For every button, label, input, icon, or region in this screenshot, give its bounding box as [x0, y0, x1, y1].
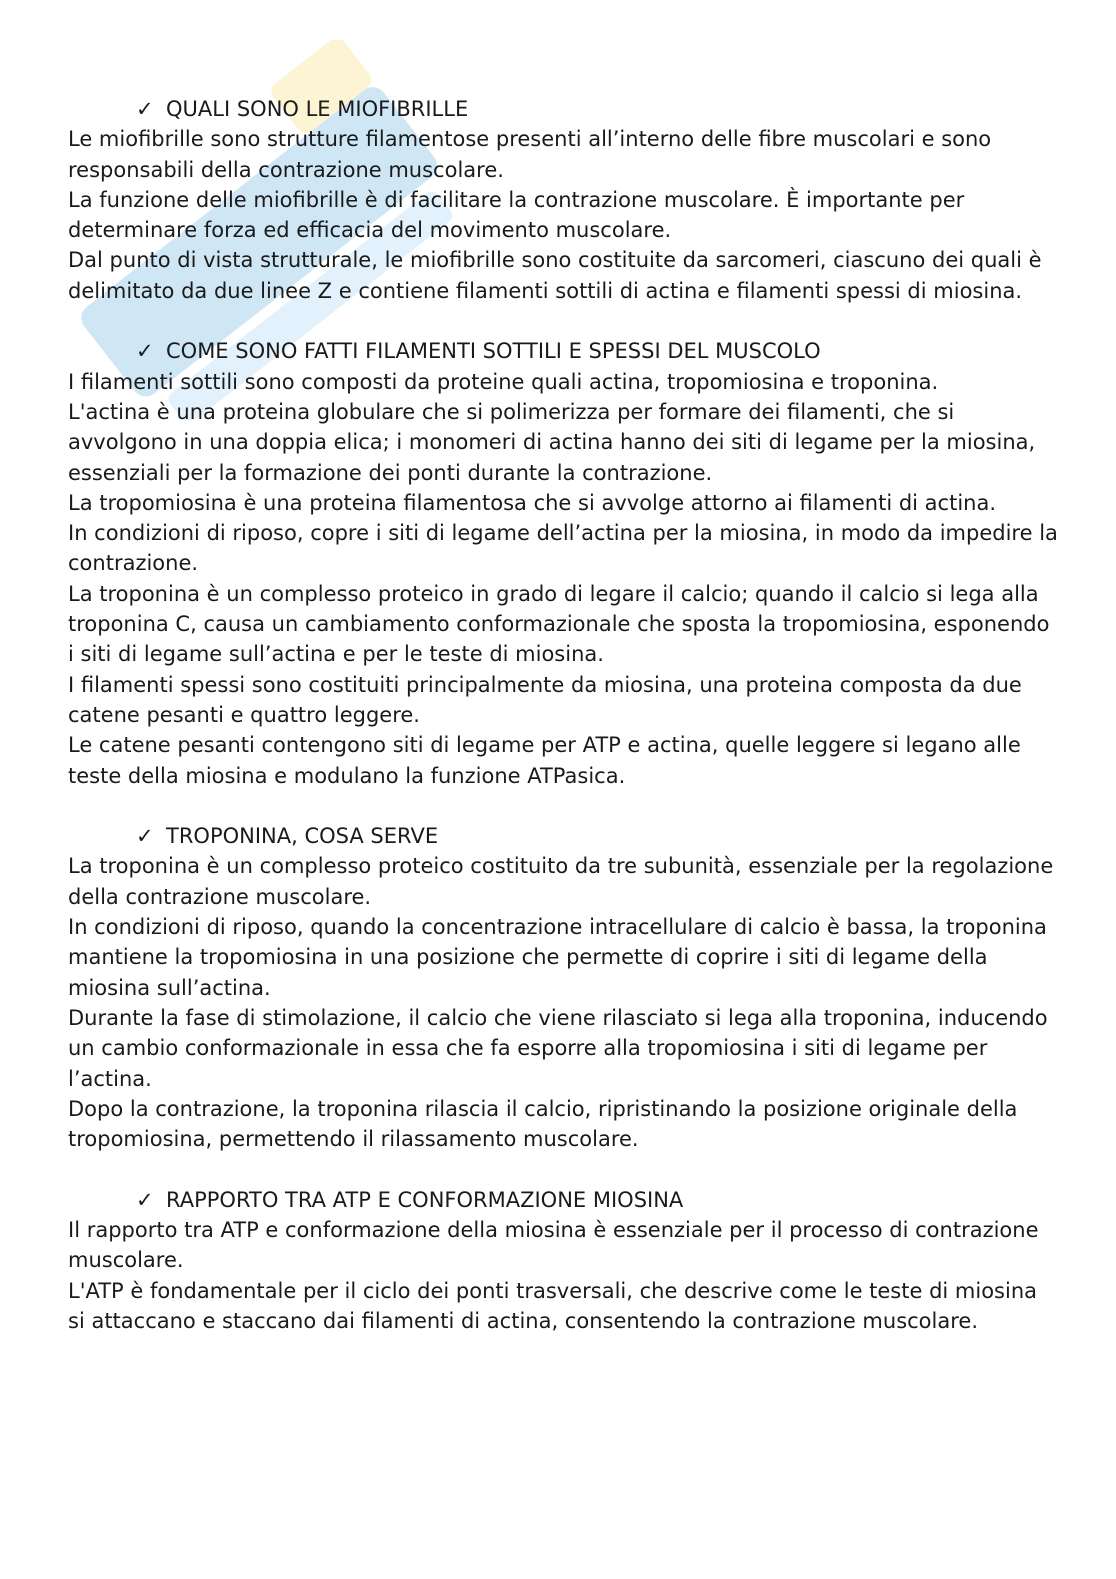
paragraph: Le catene pesanti contengono siti di legame per ATP e actina, quelle leggere si legano alle teste della miosina e modulano la funzione ATPasica.	[68, 733, 1021, 788]
section-heading-text: TROPONINA, COSA SERVE	[166, 824, 439, 849]
checkmark-icon: ✓	[136, 824, 154, 849]
section-heading-text: COME SONO FATTI FILAMENTI SOTTILI E SPESSI DEL MUSCOLO	[166, 339, 821, 364]
section-heading	[68, 94, 1058, 124]
paragraph: La troponina è un complesso proteico in grado di legare il calcio; quando il calcio si lega alla troponina C, causa un cambiamento conformazionale che sposta la tropomiosina, esponendo i siti di legame sull’actina e per le teste di miosina.	[68, 581, 1050, 667]
checkmark-icon: ✓	[136, 97, 154, 121]
section-3	[68, 821, 1058, 1154]
paragraph: L'ATP è fondamentale per il ciclo dei ponti trasversali, che descrive come le teste di miosina si attaccano e staccano dai filamenti di actina, consentendo la contrazione muscolare.	[68, 1278, 1038, 1333]
section-2	[68, 336, 1058, 790]
checkmark-icon: ✓	[136, 339, 154, 364]
paragraph: L'actina è una proteina globulare che si polimerizza per formare dei filamenti, che si avvolgono in una doppia elica; i monomeri di actina hanno dei siti di legame per la miosina, essenziali per la formazione dei ponti durante la contrazione.	[68, 399, 1036, 485]
section-heading	[68, 336, 1058, 366]
paragraph: Le miofibrille sono strutture filamentose presenti all’interno delle fibre muscolari e sono responsabili della contrazione muscolare.	[68, 127, 992, 182]
checkmark-icon: ✓	[136, 1187, 154, 1212]
paragraph: I filamenti spessi sono costituiti principalmente da miosina, una proteina composta da due catene pesanti e quattro leggere.	[68, 672, 1022, 727]
section-1	[68, 94, 1058, 306]
section-heading	[68, 821, 1058, 851]
paragraph: La tropomiosina è una proteina filamentosa che si avvolge attorno ai filamenti di actina.	[68, 490, 997, 515]
paragraph: In condizioni di riposo, quando la concentrazione intracellulare di calcio è bassa, la troponina mantiene la tropomiosina in una posizione che permette di coprire i siti di legame della miosina sull’actina.	[68, 915, 1047, 1000]
paragraph: Il rapporto tra ATP e conformazione della miosina è essenziale per il processo di contrazione muscolare.	[68, 1217, 1039, 1273]
paragraph: Durante la fase di stimolazione, il calcio che viene rilasciato si lega alla troponina, inducendo un cambio conformazionale in essa che fa esporre alla tropomiosina i siti di legame per l’actina.	[68, 1005, 1048, 1091]
document-body	[68, 94, 1058, 1366]
section-heading	[68, 1185, 1058, 1215]
paragraph: Dopo la contrazione, la troponina rilascia il calcio, ripristinando la posizione originale della tropomiosina, permettendo il rilassamento muscolare.	[68, 1096, 1018, 1152]
section-heading-text: QUALI SONO LE MIOFIBRILLE	[166, 97, 469, 121]
paragraph: La troponina è un complesso proteico costituito da tre subunità, essenziale per la regolazione della contrazione muscolare.	[68, 854, 1054, 909]
section-4	[68, 1185, 1058, 1336]
section-heading-text: RAPPORTO TRA ATP E CONFORMAZIONE MIOSINA	[166, 1187, 684, 1212]
paragraph: Dal punto di vista strutturale, le miofibrille sono costituite da sarcomeri, ciascuno dei quali è delimitato da due linee Z e contiene filamenti sottili di actina e filamenti spessi di miosina.	[68, 248, 1042, 303]
paragraph: In condizioni di riposo, copre i siti di legame dell’actina per la miosina, in modo da impedire la contrazione.	[68, 521, 1058, 576]
paragraph: I filamenti sottili sono composti da proteine quali actina, tropomiosina e troponina.	[68, 369, 939, 394]
paragraph: La funzione delle miofibrille è di facilitare la contrazione muscolare. È importante per determinare forza ed efficacia del movimento muscolare.	[68, 187, 965, 243]
